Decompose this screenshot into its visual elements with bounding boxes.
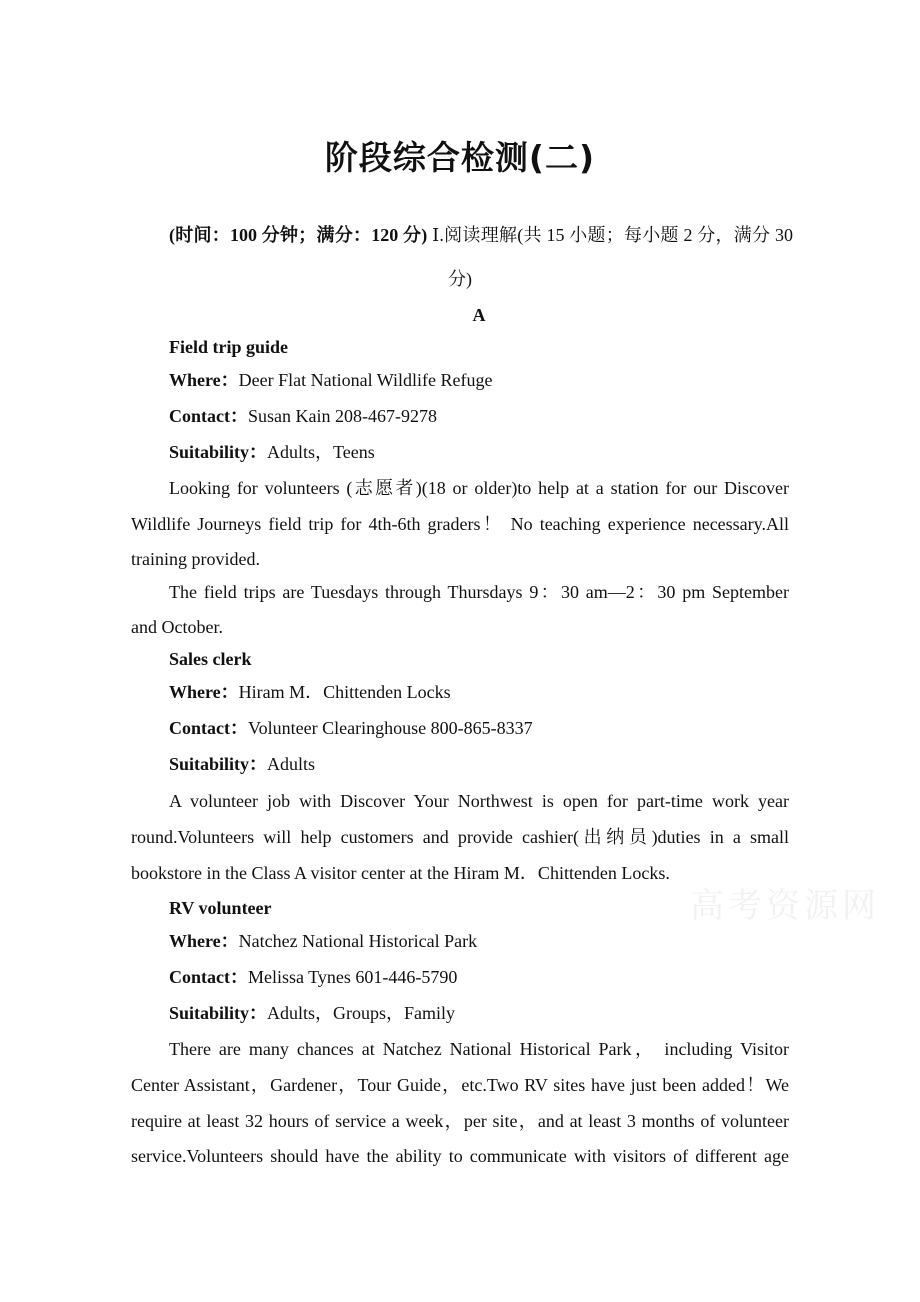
passage-label: A <box>472 305 486 325</box>
ad-contact: Contact：Melissa Tynes 601-446-5790 <box>169 967 458 987</box>
ad-body-line: The field trips are Tuesdays through Thursdays 9：30 am—2：30 pm September <box>169 582 789 602</box>
ad-where: Where：Hiram M．Chittenden Locks <box>169 682 451 702</box>
ad-suitability: Suitability：Adults <box>169 754 316 774</box>
ad-body-line: round.Volunteers will help customers and provide cashier(出纳员)duties in a small <box>131 827 789 847</box>
ad-heading: Sales clerk <box>169 649 252 669</box>
ad-body-line: A volunteer job with Discover Your Northwest is open for part-time work year <box>169 791 789 811</box>
ad-heading: RV volunteer <box>169 898 272 918</box>
watermark: 高考资源网 <box>690 886 880 926</box>
instructions-line <box>169 224 793 246</box>
ad-suitability: Suitability：Adults，Groups，Family <box>169 1003 456 1023</box>
ad-body-line: Wildlife Journeys field trip for 4th-6th graders！ No teaching experience necessary.All <box>131 514 789 534</box>
ad-body-line: service.Volunteers should have the ability to communicate with visitors of different age <box>131 1146 789 1166</box>
ad-body-line: Looking for volunteers (志愿者)(18 or older)to help at a station for our Discover <box>169 478 789 498</box>
ad-body-line: bookstore in the Class A visitor center at the Hiram M．Chittenden Locks. <box>131 863 670 883</box>
section-heading: Ⅰ.阅读理解(共 15 小题；每小题 2 分，满分 30 <box>432 225 794 245</box>
section-heading-cont: 分) <box>448 269 472 289</box>
ad-body-line: There are many chances at Natchez National Historical Park， including Visitor <box>169 1039 789 1059</box>
ad-suitability: Suitability：Adults，Teens <box>169 442 375 462</box>
ad-contact: Contact：Susan Kain 208-467-9278 <box>169 406 437 426</box>
ad-where: Where：Deer Flat National Wildlife Refuge <box>169 370 493 390</box>
page-title: 阶段综合检测(二) <box>324 138 596 177</box>
ad-body-line: training provided. <box>131 549 260 569</box>
ad-heading: Field trip guide <box>169 337 289 357</box>
ad-body-line: require at least 32 hours of service a week，per site，and at least 3 months of volunteer <box>131 1111 789 1131</box>
ad-where: Where：Natchez National Historical Park <box>169 931 478 951</box>
ad-body-line: and October. <box>131 617 223 637</box>
ad-contact: Contact：Volunteer Clearinghouse 800-865-8337 <box>169 718 533 738</box>
ad-body-line: Center Assistant，Gardener，Tour Guide，etc.Two RV sites have just been added！We <box>131 1075 789 1095</box>
time-score-text: (时间：100 分钟；满分：120 分) <box>169 225 428 245</box>
